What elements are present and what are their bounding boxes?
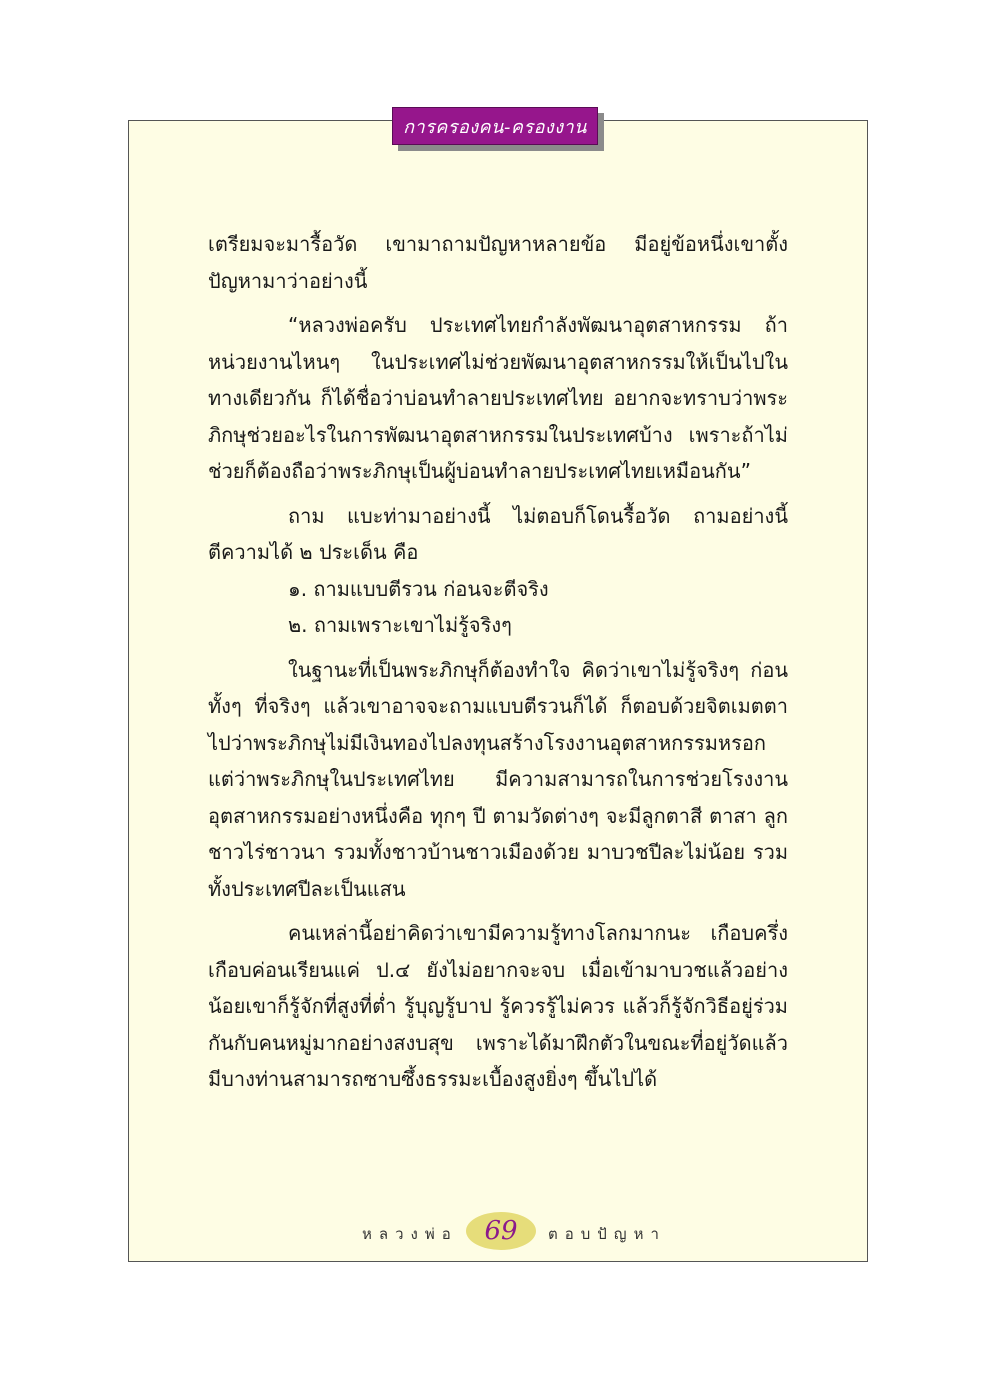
footer-book-title-left: หลวงพ่อ: [362, 1225, 458, 1243]
list-item: ๒. ถามเพราะเขาไม่รู้จริงๆ: [288, 613, 512, 637]
quote-paragraph: “หลวงพ่อครับ ประเทศไทยกำลังพัฒนาอุตสาหกรรม ถ้าหน่วยงานไหนๆ ในประเทศไม่ช่วยพัฒนาอุตสาหกรรมให้เป็นไปในทางเดียวกัน ก็ได้ชื่อว่าบ่อนทำลายประเทศไทย อยากจะทราบว่าพระภิกษุช่วยอะไรในการพัฒนาอุตสาหกรรมในประเทศบ้าง เพราะถ้าไม่ช่วยก็ต้องถือว่าพระภิกษุเป็นผู้บ่อนทำลายประเทศไทยเหมือนกัน”: [208, 313, 788, 483]
body-text: [208, 226, 788, 1098]
paragraph: คนเหล่านี้อย่าคิดว่าเขามีความรู้ทางโลกมากนะ เกือบครึ่งเกือบค่อนเรียนแค่ ป.๔ ยังไม่อยากจะจบ เมื่อเข้ามาบวชแล้วอย่างน้อยเขาก็รู้จักที่สูงที่ต่ำ รู้บุญรู้บาป รู้ควรรู้ไม่ควร แล้วก็รู้จักวิธีอยู่ร่วมกันกับคนหมู่มากอย่างสงบสุข เพราะได้มาฝึกตัวในขณะที่อยู่วัดแล้ว มีบางท่านสามารถซาบซึ้งธรรมะเบื้องสูงยิ่งๆ ขึ้นไปได้: [208, 921, 788, 1091]
page-footer: [0, 1210, 1000, 1254]
paragraph: เตรียมจะมารื้อวัด เขามาถามปัญหาหลายข้อ มีอยู่ข้อหนึ่งเขาตั้งปัญหามาว่าอย่างนี้: [208, 232, 788, 293]
paragraph: ในฐานะที่เป็นพระภิกษุก็ต้องทำใจ คิดว่าเขาไม่รู้จริงๆ ก่อน ทั้งๆ ที่จริงๆ แล้วเขาอาจจะถามแบบตีรวนก็ได้ ก็ตอบด้วยจิตเมตตาไปว่าพระภิกษุไม่มีเงินทองไปลงทุนสร้างโรงงานอุตสาหกรรมหรอก แต่ว่าพระภิกษุในประเทศไทย มีความสามารถในการช่วยโรงงานอุตสาหกรรมอย่างหนึ่งคือ ทุกๆ ปี ตามวัดต่างๆ จะมีลูกตาสี ตาสา ลูกชาวไร่ชาวนา รวมทั้งชาวบ้านชาวเมืองด้วย มาบวชปีละไม่น้อย รวมทั้งประเทศปีละเป็นแสน: [208, 657, 788, 901]
footer-book-title-right: ตอบปัญหา: [548, 1225, 666, 1243]
list-item: ๑. ถามแบบตีรวน ก่อนจะตีจริง: [288, 576, 549, 601]
chapter-header: [392, 107, 598, 145]
page-number: 69: [484, 1216, 518, 1246]
chapter-title: การครองคน-ครองงาน: [403, 116, 587, 138]
paragraph: ถาม แบะท่ามาอย่างนี้ ไม่ตอบก็โดนรื้อวัด ถามอย่างนี้ตีความได้ ๒ ประเด็น คือ: [208, 503, 788, 564]
